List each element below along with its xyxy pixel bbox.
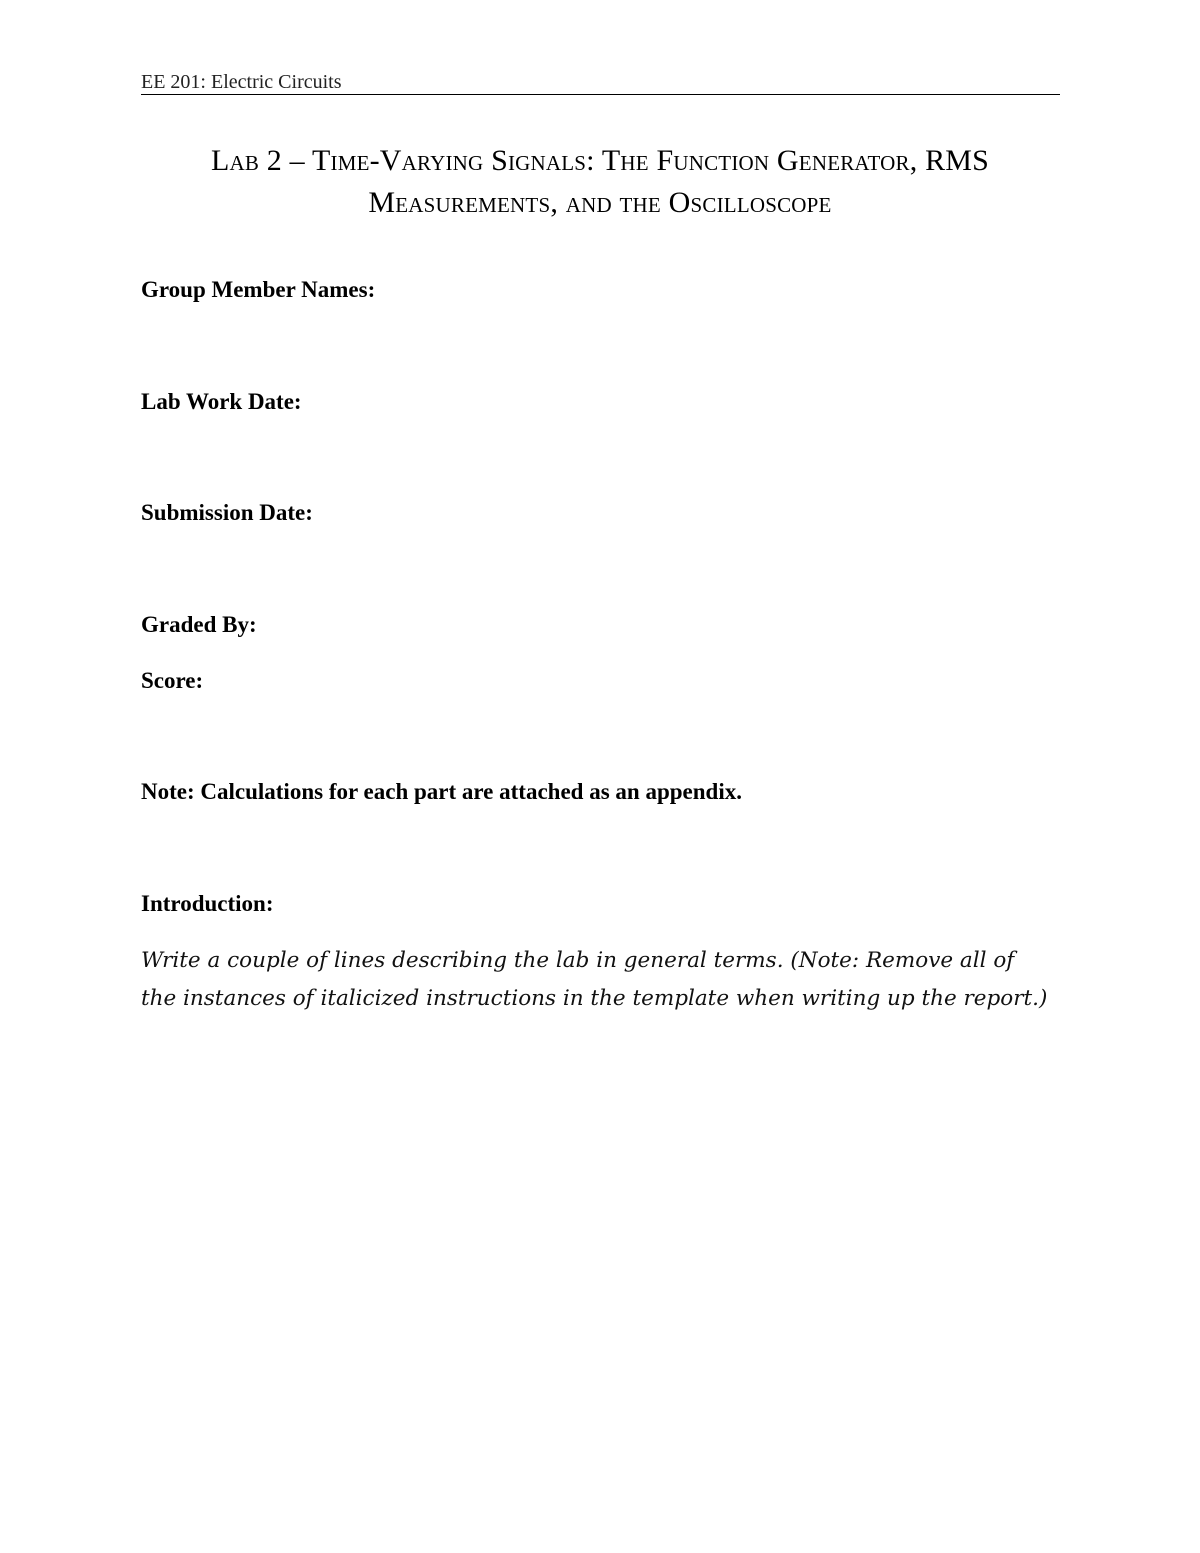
lab-work-date-label: Lab Work Date:: [141, 389, 302, 414]
submission-date-label: Submission Date:: [141, 500, 313, 525]
introduction-instructions: [141, 942, 1066, 1018]
lab-title-line-2: Measurements, and the Oscilloscope: [368, 186, 832, 219]
introduction-line-1: Write a couple of lines describing the lab in general terms. (Note: Remove all of: [141, 948, 1015, 973]
group-member-names-label: Group Member Names:: [141, 277, 376, 302]
appendix-note: Note: Calculations for each part are attached as an appendix.: [141, 779, 742, 804]
running-header: [141, 70, 1060, 95]
introduction-line-2: the instances of italicized instructions in the template when writing up the report.): [141, 986, 1048, 1011]
graded-by-label: Graded By:: [141, 612, 257, 637]
score-label: Score:: [141, 668, 204, 693]
lab-title: [100, 140, 1100, 224]
lab-title-line-1: Lab 2 – Time-Varying Signals: The Function Generator, RMS: [210, 144, 990, 177]
introduction-heading: Introduction:: [141, 891, 274, 916]
course-title: EE 201: Electric Circuits: [141, 71, 342, 93]
